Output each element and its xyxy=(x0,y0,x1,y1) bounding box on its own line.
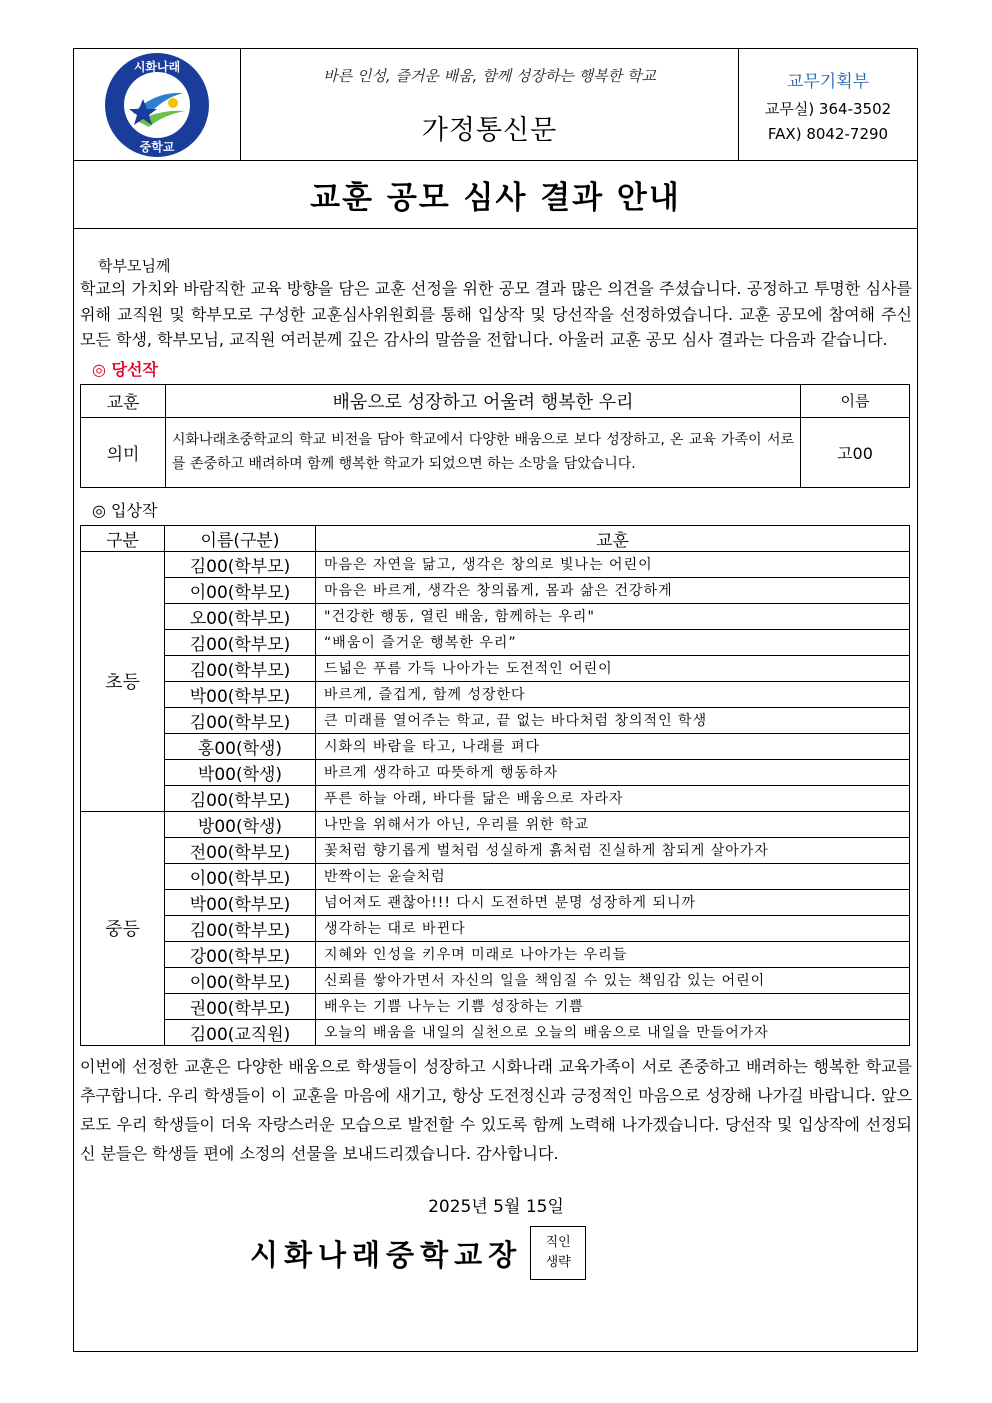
table-row xyxy=(81,707,910,733)
table-row xyxy=(81,551,910,577)
prize-section-title: ◎ 입상작 xyxy=(92,500,158,520)
table-row xyxy=(81,1019,910,1045)
entrant-name: 박00(학부모) xyxy=(165,889,316,915)
svg-text:시화나래: 시화나래 xyxy=(133,59,181,74)
winner-name: 고00 xyxy=(801,417,910,487)
entrant-name: 오00(학부모) xyxy=(165,603,316,629)
entrant-motto: 드넓은 푸름 가득 나아가는 도전적인 어린이 xyxy=(316,655,910,681)
closing-paragraph: 이번에 선정한 교훈은 다양한 배움으로 학생들이 성장하고 시화나래 교육가족이 서로 존중하고 배려하는 행복한 학교를 추구합니다. 우리 학생들이 이 교훈을 마음에 새기고, 항상 도전정신과 긍정적인 마음으로 성장해 나가길 바랍니다. 앞으로도 우리 학생들이 더욱 자랑스러운 모습으로 발전할 수 있도록 함께 노력해 나가겠습니다. 당선작 및 입상작에 선정되신 분들은 학생들 편에 소정의 선물을 보내드리겠습니다. 감사합니다. xyxy=(80,1056,912,1163)
entrant-name: 김00(학부모) xyxy=(165,915,316,941)
table-row xyxy=(81,603,910,629)
table-row xyxy=(81,655,910,681)
winning-motto: 배움으로 성장하고 어울려 행복한 우리 xyxy=(166,384,801,417)
table-row xyxy=(81,863,910,889)
newsletter-page xyxy=(73,48,918,1352)
seal-line-2: 생략 xyxy=(545,1255,571,1270)
page-title: 교훈 공모 심사 결과 안내 xyxy=(310,180,681,216)
motto-label: 교훈 xyxy=(81,384,166,417)
entrant-name: 박00(학부모) xyxy=(165,681,316,707)
entrant-name: 권00(학부모) xyxy=(165,993,316,1019)
entrant-motto: 신뢰를 쌓아가면서 자신의 일을 책임질 수 있는 책임감 있는 어린이 xyxy=(316,967,910,993)
entrant-motto: 꽃처럼 향기롭게 벌처럼 성실하게 흙처럼 진실하게 참되게 살아가자 xyxy=(316,837,910,863)
name-label: 이름 xyxy=(801,384,910,417)
winner-table xyxy=(80,384,910,488)
letter-body xyxy=(74,255,917,1217)
entrant-motto: 지혜와 인성을 키우며 미래로 나아가는 우리들 xyxy=(316,941,910,967)
table-row xyxy=(81,629,910,655)
entrant-name: 전00(학부모) xyxy=(165,837,316,863)
entrant-motto: 오늘의 배움을 내일의 실천으로 오늘의 배움으로 내일을 만들어가자 xyxy=(316,1019,910,1045)
winning-meaning: 시화나래초중학교의 학교 비전을 담아 학교에서 다양한 배움으로 보다 성장하고, 온 교육 가족이 서로를 존중하고 배려하며 함께 행복한 학교가 되었으면 하는 소망을 담았습니다. xyxy=(166,417,801,487)
entrant-name: 김00(학부모) xyxy=(165,629,316,655)
entrant-motto: 반짝이는 윤슬처럼 xyxy=(316,863,910,889)
entrant-motto: 푸른 하늘 아래, 바다를 닮은 배움으로 자라자 xyxy=(316,785,910,811)
table-row xyxy=(81,967,910,993)
winner-section-title: ◎ 당선작 xyxy=(92,359,158,379)
entrant-motto: 나만을 위해서가 아닌, 우리를 위한 학교 xyxy=(316,811,910,837)
document-type: 가정통신문 xyxy=(421,115,558,146)
fax-number: FAX) 8042-7290 xyxy=(767,125,889,143)
entrant-name: 방00(학생) xyxy=(165,811,316,837)
entrant-name: 홍00(학생) xyxy=(165,733,316,759)
entrant-name: 강00(학부모) xyxy=(165,941,316,967)
header-category: 구분 xyxy=(81,525,165,551)
department-name: 교무기획부 xyxy=(786,72,870,92)
header-name: 이름(구분) xyxy=(165,525,316,551)
table-row xyxy=(81,915,910,941)
principal-signature: 시화나래중학교장 xyxy=(250,1237,523,1272)
entrant-motto: 마음은 자연을 닮고, 생각은 창의로 빛나는 어린이 xyxy=(316,551,910,577)
entrant-motto: 마음은 바르게, 생각은 창의롭게, 몸과 삶은 건강하게 xyxy=(316,577,910,603)
table-row xyxy=(81,759,910,785)
entrant-motto: 바르게 생각하고 따뜻하게 행동하자 xyxy=(316,759,910,785)
header-center xyxy=(241,49,739,160)
entrant-motto: 생각하는 대로 바뀐다 xyxy=(316,915,910,941)
table-row xyxy=(81,837,910,863)
entrant-motto: "건강한 행동, 열린 배움, 함께하는 우리" xyxy=(316,603,910,629)
office-phone: 교무실) 364-3502 xyxy=(764,100,892,118)
table-row xyxy=(81,941,910,967)
signature-block xyxy=(250,1226,586,1280)
entrant-name: 김00(교직원) xyxy=(165,1019,316,1045)
table-row xyxy=(81,577,910,603)
school-logo-cell xyxy=(74,49,241,160)
table-row xyxy=(81,889,910,915)
entrant-name: 김00(학부모) xyxy=(165,785,316,811)
entrant-name: 이00(학부모) xyxy=(165,967,316,993)
svg-text:중학교: 중학교 xyxy=(139,139,175,154)
school-motto: 바른 인성, 즐거운 배움, 함께 성장하는 행복한 학교 xyxy=(323,67,656,85)
entrant-motto: 시화의 바람을 타고, 나래를 펴다 xyxy=(316,733,910,759)
header xyxy=(74,49,917,161)
seal-box xyxy=(530,1226,586,1280)
title-bar xyxy=(74,161,917,229)
entrant-name: 김00(학부모) xyxy=(165,655,316,681)
table-row xyxy=(81,681,910,707)
entrant-name: 이00(학부모) xyxy=(165,577,316,603)
issue-date: 2025년 5월 15일 xyxy=(428,1196,564,1217)
table-row xyxy=(81,733,910,759)
prize-table xyxy=(80,525,910,1046)
seal-line-1: 직인 xyxy=(545,1235,571,1250)
entrant-name: 박00(학생) xyxy=(165,759,316,785)
entrant-motto: 넘어져도 괜찮아!!! 다시 도전하면 분명 성장하게 되니까 xyxy=(316,889,910,915)
contact-info xyxy=(739,49,917,160)
category-cell: 중등 xyxy=(81,811,165,1045)
meaning-label: 의미 xyxy=(81,417,166,487)
header-motto: 교훈 xyxy=(316,525,910,551)
category-cell: 초등 xyxy=(81,551,165,811)
table-row xyxy=(81,993,910,1019)
entrant-motto: 배우는 기쁨 나누는 기쁨 성장하는 기쁨 xyxy=(316,993,910,1019)
entrant-name: 김00(학부모) xyxy=(165,551,316,577)
greeting: 학부모님께 xyxy=(98,257,171,275)
entrant-name: 이00(학부모) xyxy=(165,863,316,889)
entrant-name: 김00(학부모) xyxy=(165,707,316,733)
school-emblem-icon xyxy=(103,51,211,159)
table-row xyxy=(81,785,910,811)
entrant-motto: “배움이 즐거운 행복한 우리” xyxy=(316,629,910,655)
table-row xyxy=(81,811,910,837)
entrant-motto: 바르게, 즐겁게, 함께 성장한다 xyxy=(316,681,910,707)
intro-paragraph: 학교의 가치와 바람직한 교육 방향을 담은 교훈 선정을 위한 공모 결과 많은 의견을 주셨습니다. 공정하고 투명한 심사를 위해 교직원 및 학부모로 구성한 교훈심사위원회를 통해 입상작 및 당선작을 선정하였습니다. 교훈 공모에 참여해 주신 모든 학생, 학부모님, 교직원 여러분께 깊은 감사의 말씀을 전합니다. 아울러 교훈 공모 심사 결과는 다음과 같습니다. xyxy=(80,279,912,349)
entrant-motto: 큰 미래를 열어주는 학교, 끝 없는 바다처럼 창의적인 학생 xyxy=(316,707,910,733)
